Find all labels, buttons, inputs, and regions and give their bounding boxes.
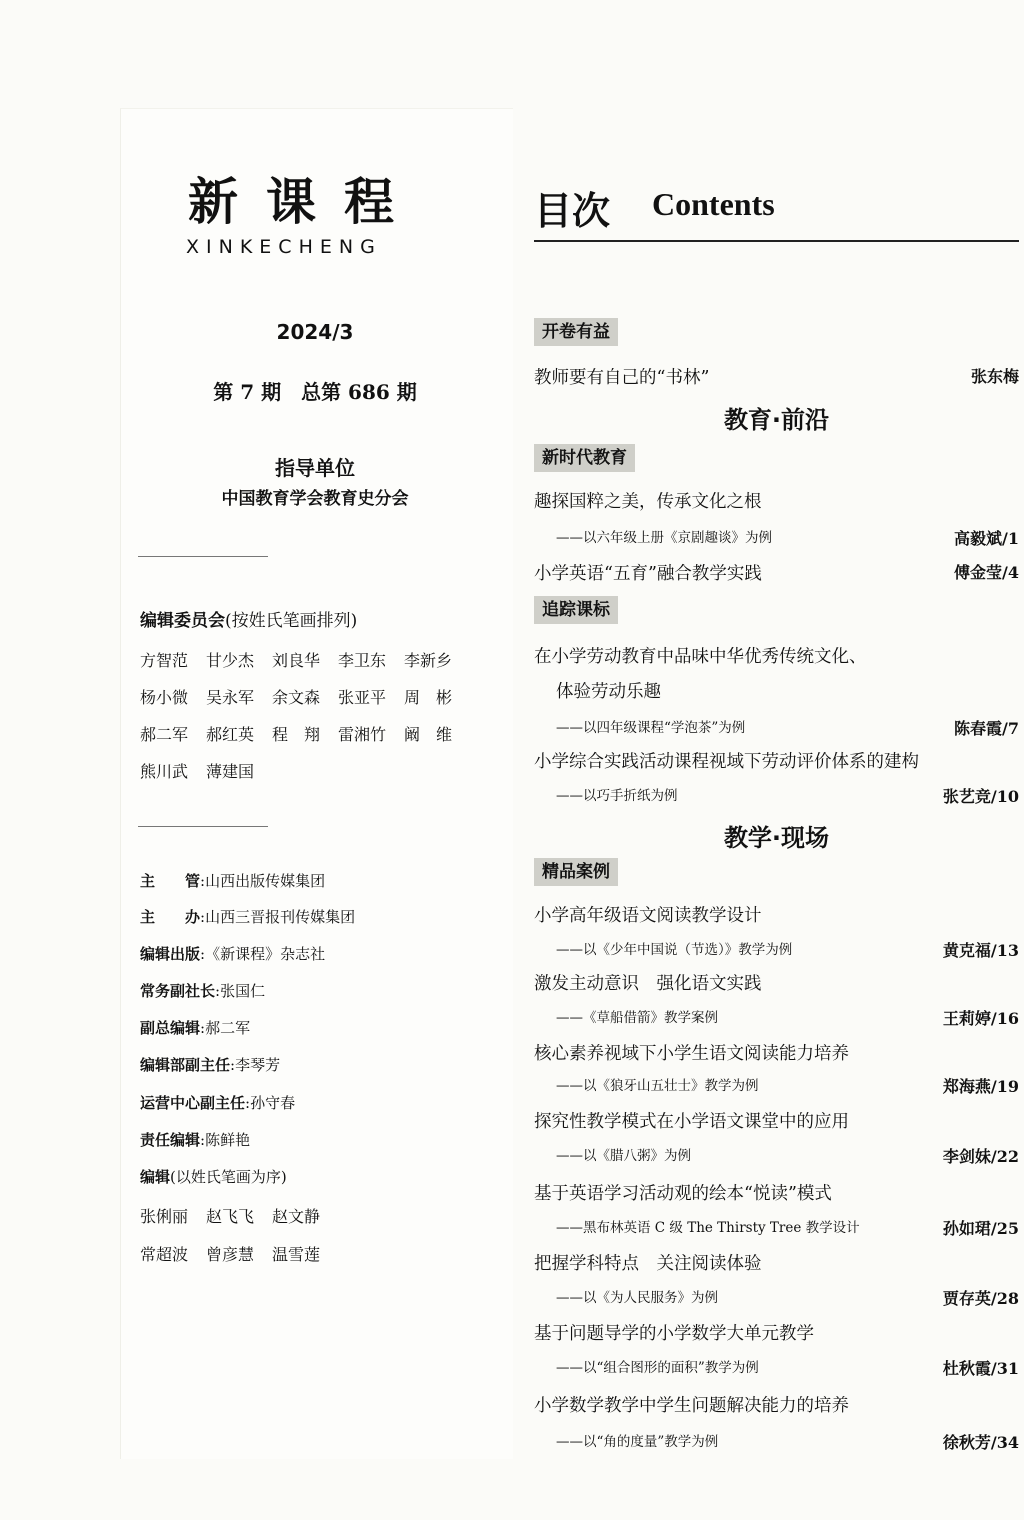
toc-title-en: Contents — [652, 186, 775, 222]
issue-date: 2024/3 — [276, 320, 354, 344]
staff-row: 常务副社长:张国仁 — [140, 982, 266, 1000]
committee-row: 杨小微 吴永军 余文森 张亚平 周 彬 — [140, 688, 453, 707]
category-label: 追踪课标 — [534, 596, 618, 624]
magazine-pinyin: XINKECHENG — [186, 236, 382, 258]
section-heading: 教学·现场 — [723, 824, 830, 852]
committee-row: 郝二军 郝红英 程 翔 雷湘竹 阚 维 — [140, 725, 453, 744]
staff-row: 运营中心副主任:孙守春 — [140, 1094, 296, 1112]
staff-row: 主 办:山西三晋报刊传媒集团 — [140, 908, 356, 926]
toc-entry[interactable]: 基于英语学习活动观的绘本“悦读”模式 — [534, 1184, 832, 1204]
toc-entry[interactable]: 小学英语“五育”融合教学实践 傅金莹/4 — [534, 563, 1019, 584]
committee-row: 方智范 甘少杰 刘良华 李卫东 李新乡 — [140, 651, 453, 670]
committee-row: 熊川武 薄建国 — [140, 762, 255, 781]
section-heading: 教育·前沿 — [723, 406, 830, 434]
toc-title: 目次 — [534, 189, 611, 233]
toc-entry[interactable]: 教师要有自己的“书林” 张东梅 — [534, 367, 1019, 388]
committee-title: 编辑委员会(按姓氏笔画排列) — [140, 611, 358, 631]
divider — [138, 556, 268, 557]
toc-entry[interactable]: 在小学劳动教育中品味中华优秀传统文化、 — [534, 647, 867, 667]
guide-org: 中国教育学会教育史分会 — [221, 489, 409, 509]
toc-entry-sub: ——以《狼牙山五壮士》教学为例 郑海燕/19 — [556, 1077, 1019, 1096]
category-label: 精品案例 — [534, 858, 618, 886]
divider — [138, 826, 268, 827]
magazine-title: 新课程 — [188, 172, 422, 231]
toc-entry[interactable]: 小学高年级语文阅读教学设计 — [534, 906, 762, 926]
toc-entry-sub: ——以巧手折纸为例 张艺竞/10 — [556, 787, 1019, 806]
toc-entry[interactable]: 激发主动意识 强化语文实践 — [534, 974, 762, 994]
guide-label: 指导单位 — [275, 456, 355, 480]
toc-entry[interactable]: 探究性教学模式在小学语文课堂中的应用 — [534, 1112, 849, 1132]
staff-row: 责任编辑:陈鲜艳 — [140, 1131, 251, 1149]
toc-entry-sub: ——黑布林英语 C 级 The Thirsty Tree 教学设计 孙如珺/25 — [556, 1219, 1019, 1238]
toc-entry[interactable]: 基于问题导学的小学数学大单元教学 — [534, 1324, 814, 1344]
toc-entry[interactable]: 小学数学教学中学生问题解决能力的培养 — [534, 1396, 849, 1416]
toc-entry-sub: ——以《腊八粥》为例 李剑妹/22 — [556, 1147, 1019, 1166]
staff-row: 编辑(以姓氏笔画为序) — [140, 1168, 287, 1186]
staff-row: 编辑出版:《新课程》杂志社 — [140, 945, 326, 963]
toc-entry-sub: ——以六年级上册《京剧趣谈》为例 高毅斌/1 — [556, 529, 1019, 548]
editor-row: 常超波 曾彦慧 温雪莲 — [140, 1245, 321, 1264]
issue-number: 第 7 期 总第 686 期 — [213, 380, 417, 404]
staff-row: 编辑部副主任:李琴芳 — [140, 1056, 281, 1074]
staff-row: 副总编辑:郝二军 — [140, 1019, 251, 1037]
toc-entry-cont: 体验劳动乐趣 — [556, 682, 661, 702]
toc-entry-sub: ——以“角的度量”教学为例 徐秋芳/34 — [556, 1433, 1019, 1452]
staff-row: 主 管:山西出版传媒集团 — [140, 872, 326, 890]
toc-entry-sub: ——以四年级课程“学泡茶”为例 陈春霞/7 — [556, 719, 1019, 738]
toc-entry-sub: ——以“组合图形的面积”教学为例 杜秋霞/31 — [556, 1359, 1019, 1378]
toc-entry[interactable]: 把握学科特点 关注阅读体验 — [534, 1254, 762, 1274]
category-label: 新时代教育 — [534, 444, 635, 472]
toc-entry-sub: ——《草船借箭》教学案例 王莉婷/16 — [556, 1009, 1019, 1028]
toc-entry-sub: ——以《为人民服务》为例 贾存英/28 — [556, 1289, 1019, 1308]
toc-entry[interactable]: 核心素养视域下小学生语文阅读能力培养 — [534, 1044, 849, 1064]
category-label: 开卷有益 — [534, 318, 618, 346]
toc-entry-sub: ——以《少年中国说（节选）》教学为例 黄克福/13 — [556, 941, 1019, 960]
editor-row: 张俐丽 赵飞飞 赵文静 — [140, 1207, 321, 1226]
toc-entry[interactable]: 小学综合实践活动课程视域下劳动评价体系的建构 — [534, 752, 919, 772]
toc-rule — [534, 240, 1019, 242]
toc-entry[interactable]: 趣探国粹之美，传承文化之根 — [534, 492, 762, 512]
